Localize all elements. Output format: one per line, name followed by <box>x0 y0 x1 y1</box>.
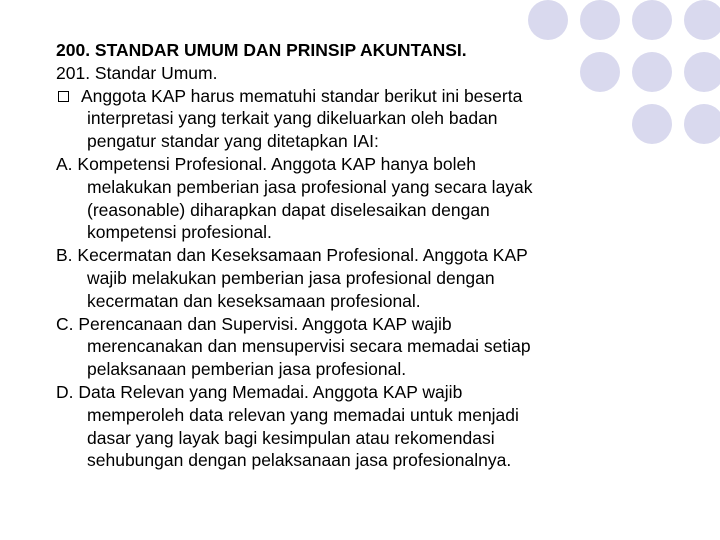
item-line: sehubungan dengan pelaksanaan jasa profesionalnya. <box>87 450 512 471</box>
bullet-paragraph <box>56 85 666 153</box>
bullet-line: Anggota KAP harus mematuhi standar berikut ini beserta <box>81 85 523 106</box>
list-item-b <box>56 244 666 312</box>
item-line: kecermatan dan keseksamaan profesional. <box>87 290 421 311</box>
item-line: memperoleh data relevan yang memadai untuk menjadi <box>87 404 519 425</box>
deco-circle <box>684 104 720 144</box>
list-item-a <box>56 153 666 244</box>
deco-circle <box>528 0 568 40</box>
bullet-line: interpretasi yang terkait yang dikeluarkan oleh badan <box>87 108 498 129</box>
item-line: wajib melakukan pemberian jasa profesional dengan <box>87 267 495 288</box>
list-item-d <box>56 381 666 472</box>
item-line: kompetensi profesional. <box>87 222 272 243</box>
deco-circle <box>684 52 720 92</box>
item-line: D. Data Relevan yang Memadai. Anggota KAP wajib <box>56 381 463 402</box>
square-bullet-icon <box>58 91 69 102</box>
bullet-line: pengatur standar yang ditetapkan IAI: <box>87 131 379 152</box>
subsection-heading: 201. Standar Umum. <box>56 62 218 83</box>
deco-circle <box>580 0 620 40</box>
item-line: B. Kecermatan dan Keseksamaan Profesional. Anggota KAP <box>56 245 528 266</box>
item-line: dasar yang layak bagi kesimpulan atau rekomendasi <box>87 427 495 448</box>
item-line: merencanakan dan mensupervisi secara memadai setiap <box>87 336 531 357</box>
item-line: C. Perencanaan dan Supervisi. Anggota KAP wajib <box>56 313 452 334</box>
document-body <box>56 39 666 472</box>
list-item-c <box>56 313 666 381</box>
item-line: pelaksanaan pemberian jasa profesional. <box>87 359 407 380</box>
deco-circle <box>684 0 720 40</box>
section-heading: 200. STANDAR UMUM DAN PRINSIP AKUNTANSI. <box>56 40 467 60</box>
deco-circle <box>632 0 672 40</box>
item-line: melakukan pemberian jasa profesional yang secara layak <box>87 176 533 197</box>
item-line: A. Kompetensi Profesional. Anggota KAP hanya boleh <box>56 153 476 174</box>
item-line: (reasonable) diharapkan dapat diselesaikan dengan <box>87 199 490 220</box>
